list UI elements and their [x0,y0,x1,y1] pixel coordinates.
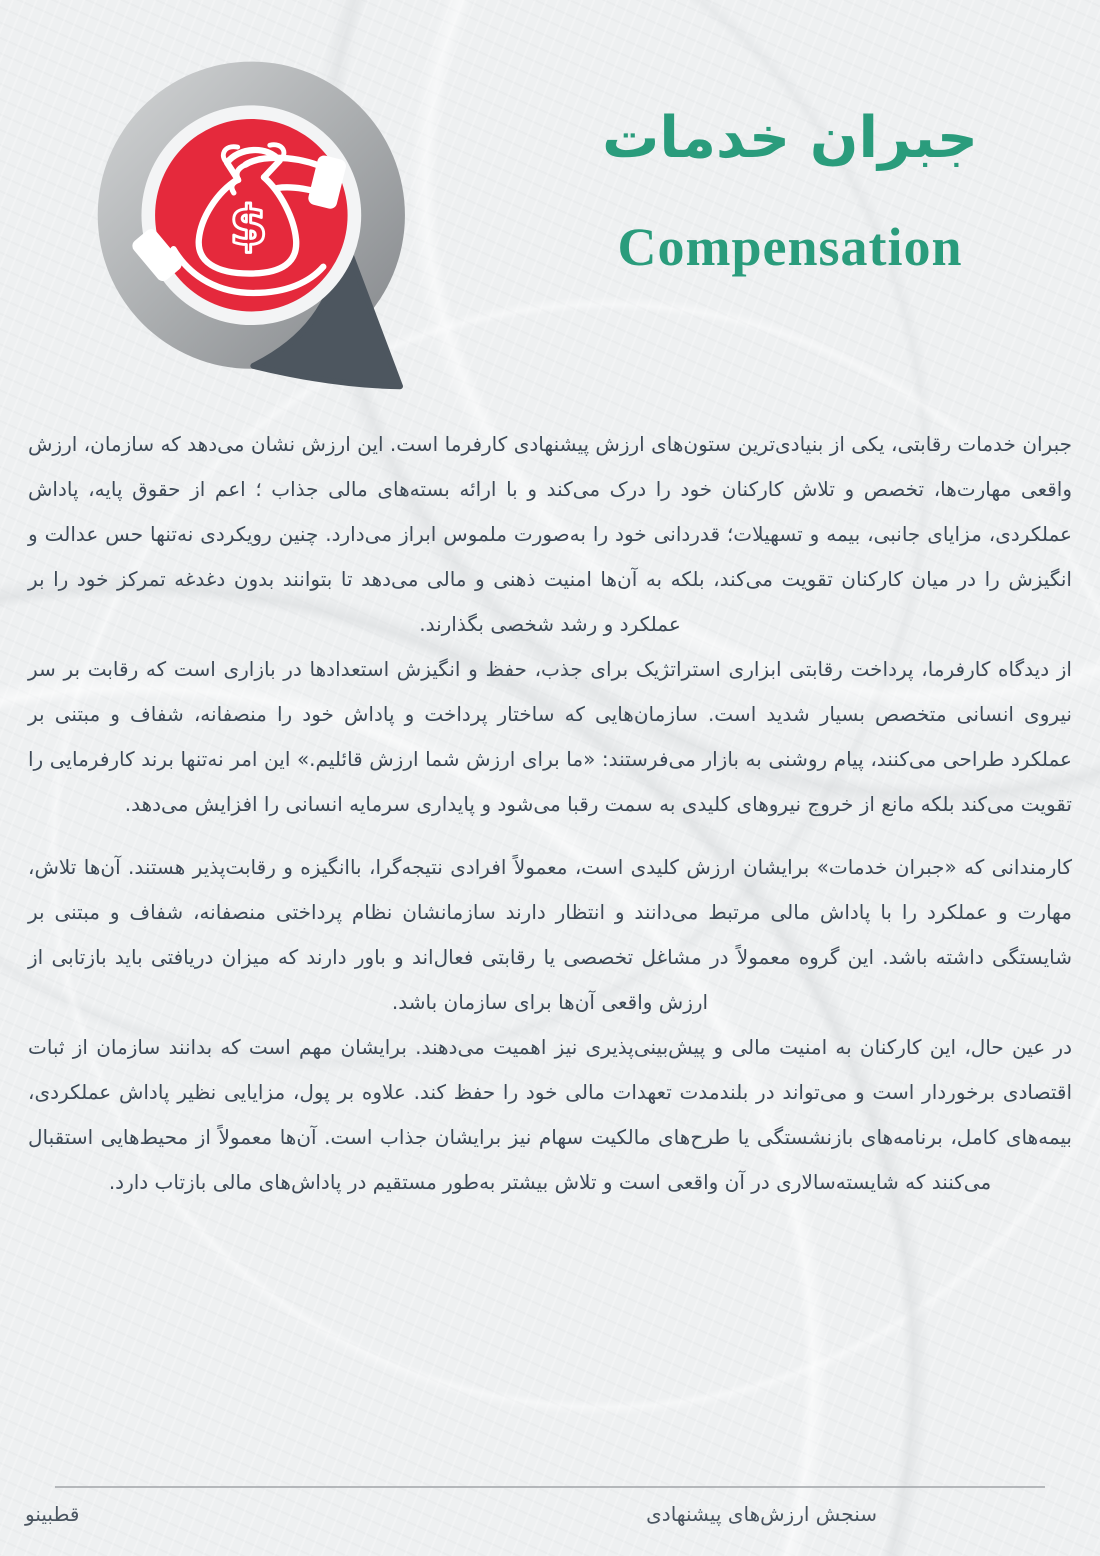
page-title-en: Compensation [617,217,963,278]
magnifier-pin-circle-icon [88,36,438,408]
compensation-logo [88,36,438,408]
dollar-sign-glyph: $ [229,193,268,258]
paragraph-employer-view: از دیدگاه کارفرما، پرداخت رقابتی ابزاری استراتژیک برای جذب، حفظ و انگیزش استعدادها در بازاری است که رقابت بر سر نیروی انسانی متخصص بسیار شدید است. سازمان‌هایی که ساختار پرداخت و پاداش خود را منصفانه، شفاف و مبتنی بر عملکرد طراحی می‌کنند، پیام روشنی به بازار می‌فرستند: «ما برای ارزش شما ارزش قائلیم.» این امر نه‌تنها برند کارفرمایی را تقویت می‌کند بلکه مانع از خروج نیروهای کلیدی به سمت رقبا می‌شود و پایداری سرمایه انسانی را افزایش می‌دهد. [28,657,1072,816]
footer-divider [55,1486,1045,1488]
article-body [28,422,1072,1205]
paragraph-employee-security: در عین حال، این کارکنان به امنیت مالی و پیش‌بینی‌پذیری نیز اهمیت می‌دهند. برایشان مهم است که بدانند سازمان از ثبات اقتصادی برخوردار است و می‌تواند در بلندمدت تعهدات مالی خود را حفظ کند. علاوه بر پول، مزایایی نظیر پاداش عملکردی، بیمه‌های کامل، برنامه‌های بازنشستگی یا طرح‌های مالکیت سهام نیز برایشان جذاب است. آن‌ها معمولاً از محیط‌هایی استقبال می‌کنند که شایسته‌سالاری در آن واقعی است و تلاش بیشتر به‌طور مستقیم در پاداش‌های مالی بازتاب دارد. [28,1035,1072,1194]
paragraph-employee-profile: کارمندانی که «جبران خدمات» برایشان ارزش کلیدی است، معمولاً افرادی نتیجه‌گرا، باانگیزه و رقابت‌پذیر هستند. آن‌ها تلاش، مهارت و عملکرد را با پاداش مالی مرتبط می‌دانند و انتظار دارند سازمانشان نظام پرداختی منصفانه، شفاف و مبتنی بر شایستگی داشته باشد. این گروه معمولاً در مشاغل تخصصی یا رقابتی فعال‌اند و باور دارند که میزان دریافتی باید بازتابی از ارزش واقعی آن‌ها برای سازمان باشد. [28,855,1072,1014]
footer-brand: قطبینو [25,1502,80,1526]
paragraph-employer-value: جبران خدمات رقابتی، یکی از بنیادی‌ترین ستون‌های ارزش پیشنهادی کارفرما است. این ارزش نشان می‌دهد که سازمان، ارزش واقعی مهارت‌ها، تخصص و تلاش کارکنان خود را درک می‌کند و با ارائه بسته‌های مالی جذاب ؛ اعم از حقوق پایه، پاداش عملکردی، مزایای جانبی، بیمه و تسهیلات؛ قدردانی خود را به‌صورت ملموس ابراز می‌دارد. چنین رویکردی نه‌تنها حس عدالت و انگیزش را در میان کارکنان تقویت می‌کند، بلکه به آن‌ها امنیت ذهنی و مالی می‌دهد تا بتوانند بدون دغدغه تمرکز خود را بر عملکرد و رشد شخصی بگذارند. [28,432,1072,636]
title-block [568,104,1012,278]
page-title-fa: جبران خدمات [602,105,978,171]
footer-doc-title: سنجش ارزش‌های پیشنهادی [646,1502,877,1526]
